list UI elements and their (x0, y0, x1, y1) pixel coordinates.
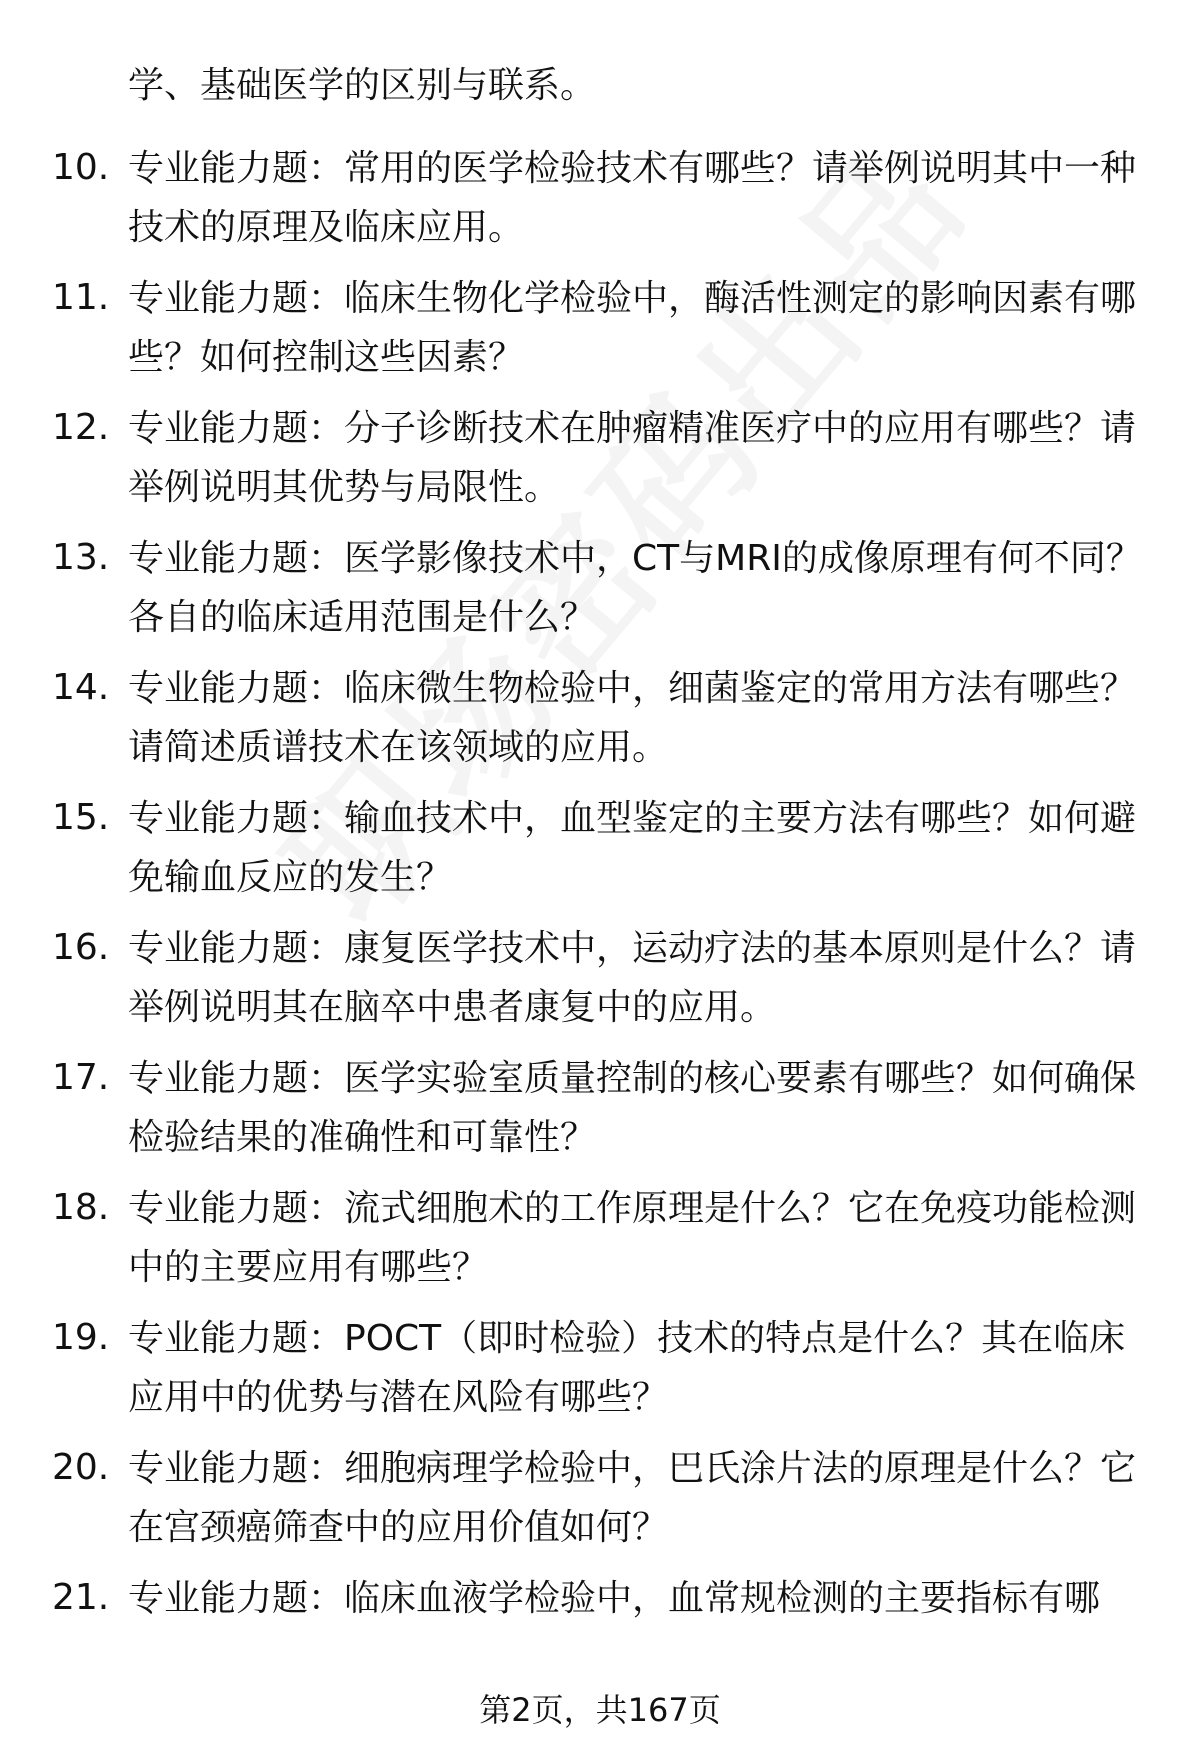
question-line: 中的主要应用有哪些？ (128, 1247, 489, 1288)
question-item (0, 1054, 1200, 1184)
question-line: 专业能力题：临床微生物检验中，细菌鉴定的常用方法有哪些？ (128, 668, 1137, 709)
question-line: 专业能力题：医学实验室质量控制的核心要素有哪些？如何确保 (128, 1058, 1137, 1099)
question-text (128, 1309, 1148, 1427)
question-number: 16. (52, 927, 110, 968)
question-item (0, 794, 1200, 924)
question-line: 检验结果的准确性和可靠性？ (128, 1117, 597, 1158)
carryover-text: 学、基础医学的区别与联系。 (128, 65, 597, 106)
question-line: 专业能力题：细胞病理学检验中，巴氏涂片法的原理是什么？它 (128, 1448, 1137, 1489)
question-item (0, 1184, 1200, 1314)
question-line: 举例说明其优势与局限性。 (128, 467, 561, 508)
question-item (0, 1574, 1200, 1704)
question-text (128, 1569, 1148, 1628)
question-line: 在宫颈癌筛查中的应用价值如何？ (128, 1507, 669, 1548)
question-line: 些？如何控制这些因素？ (128, 337, 525, 378)
question-item (0, 534, 1200, 664)
question-text (128, 1049, 1148, 1167)
question-item (0, 144, 1200, 274)
question-number: 10. (52, 147, 110, 188)
question-number: 13. (52, 537, 110, 578)
question-line: 专业能力题：流式细胞术的工作原理是什么？它在免疫功能检测 (128, 1188, 1137, 1229)
question-line: 应用中的优势与潜在风险有哪些？ (128, 1377, 669, 1418)
question-text (128, 919, 1148, 1037)
question-item (0, 924, 1200, 1054)
question-line: 专业能力题：分子诊断技术在肿瘤精准医疗中的应用有哪些？请 (128, 408, 1137, 449)
question-text (128, 1179, 1148, 1297)
question-number: 14. (52, 667, 110, 708)
question-line: 各自的临床适用范围是什么？ (128, 597, 597, 638)
question-number: 15. (52, 797, 110, 838)
question-line: 专业能力题：康复医学技术中，运动疗法的基本原则是什么？请 (128, 928, 1137, 969)
question-number: 17. (52, 1057, 110, 1098)
question-number: 21. (52, 1577, 110, 1618)
question-text (128, 659, 1148, 777)
question-item (0, 274, 1200, 404)
question-list (0, 144, 1200, 1704)
question-line: 专业能力题：常用的医学检验技术有哪些？请举例说明其中一种 (128, 148, 1137, 189)
question-item (0, 1314, 1200, 1444)
question-item (0, 1444, 1200, 1574)
page-footer: 第2页，共167页 (479, 1691, 721, 1729)
question-line: 专业能力题：临床生物化学检验中，酶活性测定的影响因素有哪 (128, 278, 1137, 319)
question-line: 免输血反应的发生？ (128, 857, 453, 898)
question-item (0, 404, 1200, 534)
question-number: 18. (52, 1187, 110, 1228)
question-number: 11. (52, 277, 110, 318)
question-item (0, 664, 1200, 794)
question-text (128, 1439, 1148, 1557)
question-number: 19. (52, 1317, 110, 1358)
question-line: 专业能力题：临床血液学检验中，血常规检测的主要指标有哪 (128, 1578, 1101, 1619)
question-line: 专业能力题：输血技术中，血型鉴定的主要方法有哪些？如何避 (128, 798, 1137, 839)
question-text (128, 529, 1148, 647)
question-line: 专业能力题：POCT（即时检验）技术的特点是什么？其在临床 (128, 1318, 1126, 1359)
question-text (128, 269, 1148, 387)
question-text (128, 789, 1148, 907)
question-line: 举例说明其在脑卒中患者康复中的应用。 (128, 987, 777, 1028)
question-text (128, 399, 1148, 517)
question-text (128, 139, 1148, 257)
question-line: 技术的原理及临床应用。 (128, 207, 525, 248)
question-line: 请简述质谱技术在该领域的应用。 (128, 727, 669, 768)
question-number: 12. (52, 407, 110, 448)
question-line: 专业能力题：医学影像技术中，CT与MRI的成像原理有何不同？ (128, 538, 1142, 579)
question-number: 20. (52, 1447, 110, 1488)
